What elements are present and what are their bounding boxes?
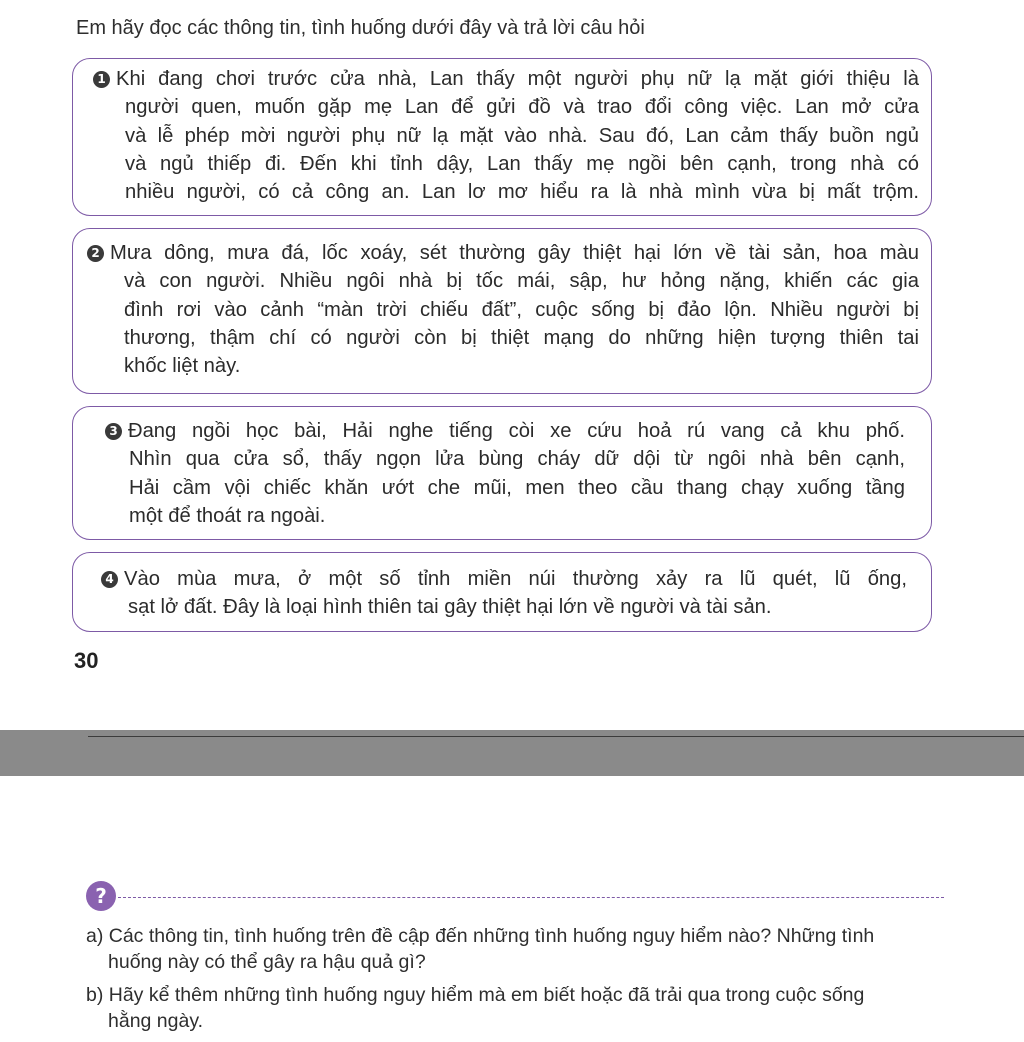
- situation-text-3: [105, 417, 905, 530]
- text-line: và ngủ thiếp đi. Đến khi tỉnh dậy, Lan thấy mẹ ngồi bên cạnh, trong nhà có: [125, 152, 919, 175]
- text-line: Hải cầm vội chiếc khăn ướt che mũi, men theo cầu thang chạy xuống tầng: [129, 476, 905, 499]
- situation-box-3: [72, 406, 932, 540]
- question-a-line1: a) Các thông tin, tình huống trên đề cập đến những tình huống nguy hiểm nào? Những tình: [86, 925, 875, 947]
- text-line: và con người. Nhiều ngôi nhà bị tốc mái, sập, hư hỏng nặng, khiến các gia: [124, 270, 919, 293]
- text-line: người quen, muốn gặp mẹ Lan để gửi đồ và trao đổi công việc. Lan mở cửa: [125, 96, 919, 119]
- page-separator-band: [0, 730, 1024, 776]
- separator-rule: [88, 736, 1024, 737]
- text-line: 3 Đang ngồi học bài, Hải nghe tiếng còi xe cứu hoả rú vang cả khu phố.: [105, 417, 905, 445]
- question-b-line1: b) Hãy kể thêm những tình huống nguy hiểm mà em biết hoặc đã trải qua trong cuộc sống: [86, 984, 865, 1006]
- number-badge-1: 1: [93, 71, 110, 88]
- situation-box-1: [72, 58, 932, 216]
- situation-box-4: [72, 552, 932, 632]
- text-line: 4 Vào mùa mưa, ở một số tỉnh miền núi thường xảy ra lũ quét, lũ ống,: [101, 565, 907, 593]
- question-b: [86, 982, 956, 1034]
- situation-box-2: [72, 228, 932, 394]
- number-badge-3: 3: [105, 423, 122, 440]
- situation-text-2: [87, 239, 919, 380]
- text-line: một để thoát ra ngoài.: [129, 504, 326, 527]
- situation-text-4: [101, 565, 907, 622]
- text-line: sạt lở đất. Đây là loại hình thiên tai gây thiệt hại lớn về người và tài sản.: [128, 596, 772, 619]
- dashed-divider: [118, 897, 944, 898]
- text-line: 1 Khi đang chơi trước cửa nhà, Lan thấy một người phụ nữ lạ mặt giới thiệu là: [93, 65, 919, 93]
- text-line: 2 Mưa dông, mưa đá, lốc xoáy, sét thường gây thiệt hại lớn về tài sản, hoa màu: [87, 239, 919, 267]
- number-badge-4: 4: [101, 571, 118, 588]
- text-line: và lễ phép mời người phụ nữ lạ mặt vào nhà. Sau đó, Lan cảm thấy buồn ngủ: [125, 124, 919, 147]
- text-line: Nhìn qua cửa sổ, thấy ngọn lửa bùng cháy dữ dội từ ngôi nhà bên cạnh,: [129, 448, 905, 471]
- question-b-line2: hằng ngày.: [108, 1010, 204, 1032]
- page-number: 30: [74, 648, 99, 673]
- question-a-line2: huống này có thể gây ra hậu quả gì?: [108, 951, 426, 973]
- text-line: thương, thậm chí có người còn bị thiệt mạng do những hiện tượng thiên tai: [124, 326, 919, 349]
- intro-instruction: Em hãy đọc các thông tin, tình huống dưới đây và trả lời câu hỏi: [76, 17, 645, 39]
- situation-text-1: [93, 65, 919, 206]
- text-line: nhiều người, có cả công an. Lan lơ mơ hiểu ra là nhà mình vừa bị mất trộm.: [125, 181, 919, 204]
- text-line: khốc liệt này.: [124, 355, 241, 378]
- text-line: đình rơi vào cảnh “màn trời chiếu đất”, cuộc sống bị đảo lộn. Nhiều người bị: [124, 298, 919, 321]
- question-mark-icon: ?: [86, 881, 116, 911]
- question-a: [86, 923, 956, 975]
- number-badge-2: 2: [87, 245, 104, 262]
